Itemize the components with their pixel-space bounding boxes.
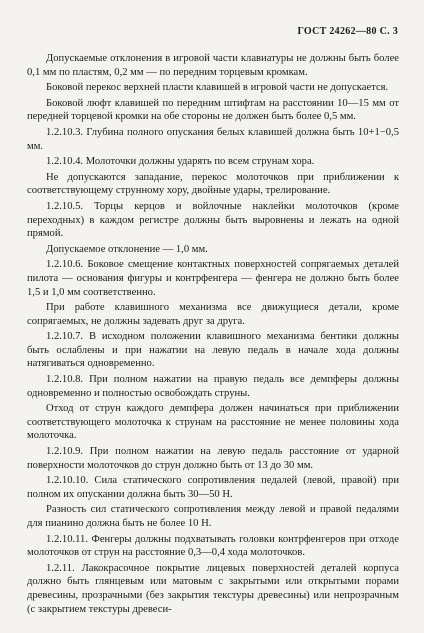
paragraph: Боковой люфт клавишей по передним штифтам на расстоянии 10—15 мм от передней торцевой кромки на обе стороны не должен быть более 0,5 мм. [27,97,399,123]
paragraph: Допускаемые отклонения в игровой части клавиатуры не должны быть более 0,1 мм по пластям, 0,2 мм — по передним торцевым кромкам. [27,53,399,78]
paragraph: 1.2.10.7. В исходном положении клавишного механизма бентики должны быть ослаблены и при нажатии на левую педаль в начале хода должны натягиваться одновременно. [27,331,399,370]
paragraph: Разность сил статического сопротивления между левой и правой педалями для пианино должна быть не более 10 Н. [27,504,399,529]
paragraph: 1.2.10.5. Торцы керцов и войлочные наклейки молоточков (кроме переходных) в каждом регистре должны быть выровнены и лежать на одной прямой. [27,200,399,240]
paragraph: 1.2.10.10. Сила статического сопротивления педалей (левой, правой) при полном их опускании должна быть 30—50 Н. [27,475,399,500]
paragraph: Допускаемое отклонение — 1,0 мм. [46,243,208,255]
document-body [27,52,399,618]
paragraph: 1.2.10.3. Глубина полного опускания белых клавишей должна быть 10+1−0,5 мм. [27,126,399,152]
paragraph: 1.2.10.11. Фенгеры должны подхватывать головки контрфенгеров при отходе молоточков от струн на расстояние 0,3—0,4 хода молоточков. [27,533,399,559]
paragraph: 1.2.11. Лакокрасочное покрытие лицевых поверхностей деталей корпуса должно быть глянцевым или матовым с закрытыми или открытыми порами древесины, прозрачными (без закрытия текстуры древесины) или непрозрачным (с закрытием текстуры древеси- [27,562,399,615]
paragraph: 1.2.10.4. Молоточки должны ударять по всем струнам хора. [46,156,315,168]
paragraph: 1.2.10.9. При полном нажатии на левую педаль расстояние от ударной поверхности молоточков до струн должно быть от 13 до 30 мм. [27,446,399,471]
page-header: ГОСТ 24262—80 С. 3 [297,26,398,37]
paragraph: Отход от струн каждого демпфера должен начинаться при приближении соответствующего молоточка к струнам на расстояние не менее половины хода молоточка. [27,403,399,442]
paragraph: При работе клавишного механизма все движущиеся детали, кроме сопрягаемых, не должны задевать друг за друга. [27,302,399,327]
paragraph: 1.2.10.8. При полном нажатии на правую педаль все демпферы должны одновременно и полностью освобождать струны. [27,374,399,399]
paragraph: Боковой перекос верхней пласти клавишей в игровой части не допускается. [46,82,389,94]
paragraph: 1.2.10.6. Боковое смещение контактных поверхностей сопрягаемых деталей пилота — основания фигуры и контрфенгера — фенгера не должно быть более 1,5 и 1,0 мм соответственно. [27,259,399,298]
paragraph: Не допускаются западание, перекос молоточков при приближении к соответствующему струнному хору, двойные удары, трелирование. [27,171,399,197]
